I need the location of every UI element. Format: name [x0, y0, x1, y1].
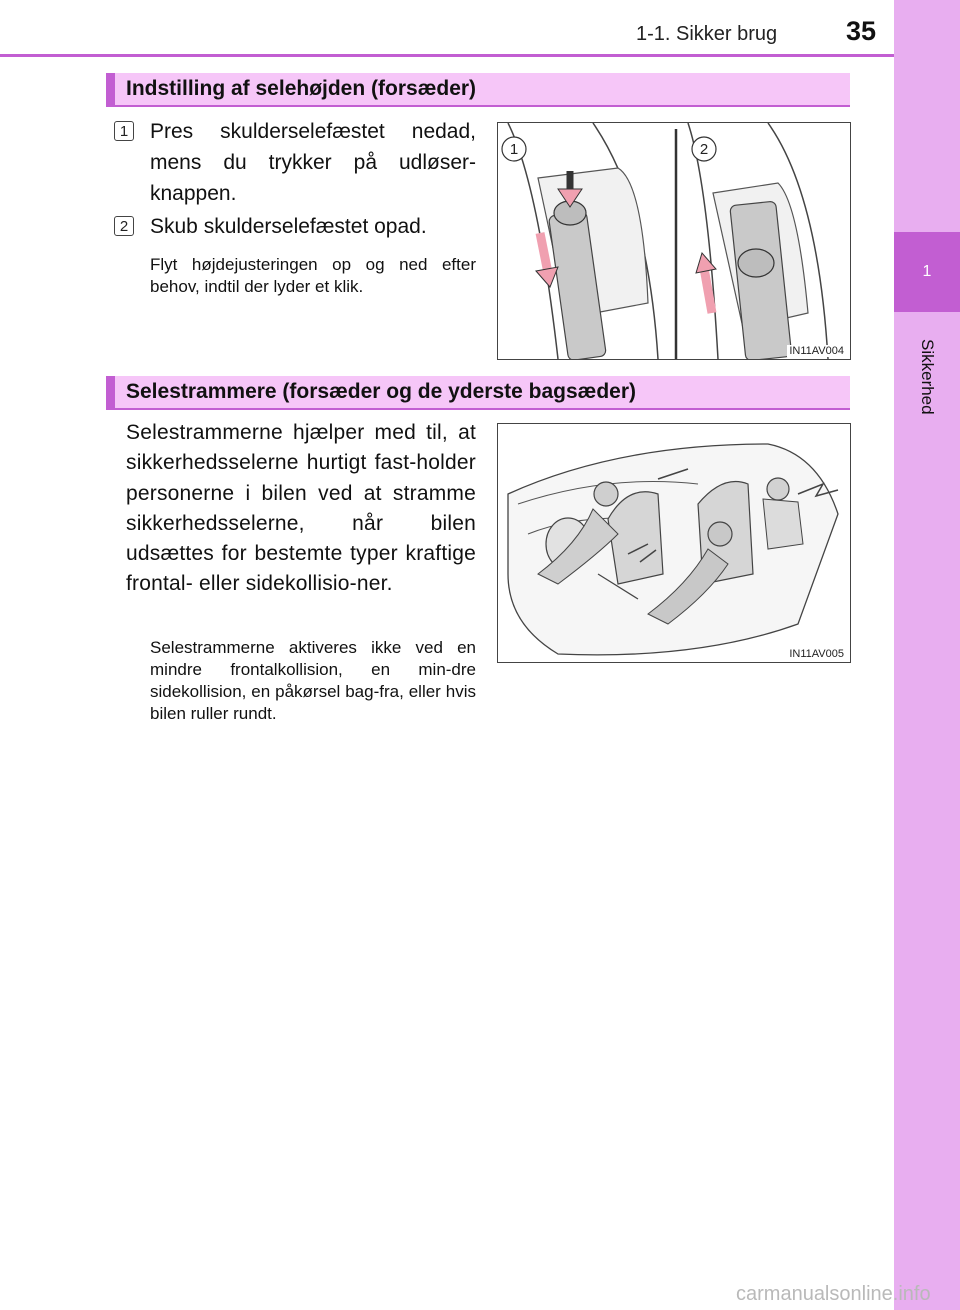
- note-pretensioners: Selestrammerne aktiveres ikke ved en mindre frontalkollision, en min-dre sidekollision, en påkørsel bag-fra, eller hvis bilen ruller rundt.: [150, 638, 476, 723]
- step-text-2: Skub skulderselefæstet opad.: [150, 215, 427, 238]
- belt-adjuster-illustration: [498, 123, 850, 359]
- section-heading-belt-height: [106, 73, 850, 107]
- chapter-number-box: [894, 232, 960, 312]
- step-text-1: Pres skulderselefæstet nedad, mens du trykker på udløser-knappen.: [150, 120, 476, 205]
- step-number-2: 2: [114, 216, 134, 236]
- section-heading-text: Indstilling af selehøjden (forsæder): [126, 77, 477, 100]
- step-number-1: 1: [114, 121, 134, 141]
- figure-code-1: IN11AV004: [789, 345, 844, 357]
- section-heading-pretensioners: [106, 376, 850, 410]
- page-number: 35: [846, 16, 877, 46]
- chapter-label: Sikkerhed: [918, 339, 937, 415]
- footer-watermark[interactable]: carmanualsonline.info: [736, 1283, 931, 1305]
- figure-car-interior-pretensioners: [497, 423, 851, 663]
- body-pretensioners: Selestrammerne hjælper med til, at sikkerhedsselerne hurtigt fast-holder personerne i bilen ved at stramme sikkerhedsselerne, når bilen udsættes for bestemte typer kraftige frontal- eller sidekollisio-ner.: [126, 421, 476, 596]
- chapter-side-tab: [894, 0, 960, 1310]
- section-heading-text: Selestrammere (forsæder og de yderste bagsæder): [126, 380, 637, 403]
- chapter-number: 1: [922, 263, 932, 280]
- figure-belt-height-adjuster: [497, 122, 851, 360]
- running-header: 1-1. Sikker brug: [636, 23, 778, 45]
- figure-callout-2: 2: [699, 141, 709, 158]
- header-rule: [0, 54, 894, 57]
- figure-code-2: IN11AV005: [789, 648, 844, 660]
- car-interior-illustration: [498, 424, 850, 662]
- figure-callout-1: 1: [509, 141, 519, 158]
- note-belt-height: Flyt højdejusteringen op og ned efter behov, indtil der lyder et klik.: [150, 255, 476, 296]
